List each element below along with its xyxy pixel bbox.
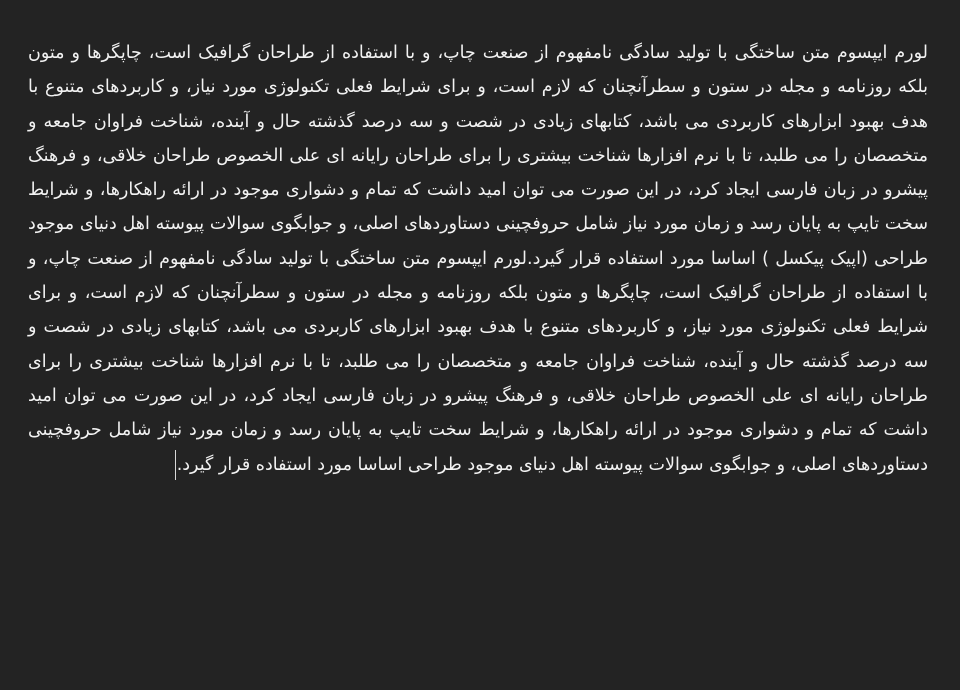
text-caret [175, 450, 176, 480]
text-editor[interactable] [28, 36, 928, 656]
editor-paragraph: لورم ایپسوم متن ساختگی با تولید سادگی نامفهوم از صنعت چاپ، و با استفاده از طراحان گرافیک است، چاپگرها و متون بلکه روزنامه و مجله در ستون و سطرآنچنان که لازم است، و برای شرایط فعلی تکنولوژی مورد نیاز، و کاربردهای متنوع با هدف بهبود ابزارهای کاربردی می باشد، کتابهای زیادی در شصت و سه درصد گذشته حال و آینده، شناخت فراوان جامعه و متخصصان را می طلبد، تا با نرم افزارها شناخت بیشتری را برای طراحان رایانه ای علی الخصوص طراحان خلاقی، و فرهنگ پیشرو در زبان فارسی ایجاد کرد، در این صورت می توان امید داشت که تمام و دشواری موجود در ارائه راهکارها، و شرایط سخت تایپ به پایان رسد و زمان مورد نیاز شامل حروفچینی دستاوردهای اصلی، و جوابگوی سوالات پیوسته اهل دنیای موجود طراحی (اپیک پیکسل ) اساسا مورد استفاده قرار گیرد.لورم ایپسوم متن ساختگی با تولید سادگی نامفهوم از صنعت چاپ، و با استفاده از طراحان گرافیک است، چاپگرها و متون بلکه روزنامه و مجله در ستون و سطرآنچنان که لازم است، و برای شرایط فعلی تکنولوژی مورد نیاز، و کاربردهای متنوع با هدف بهبود ابزارهای کاربردی می باشد، کتابهای زیادی در شصت و سه درصد گذشته حال و آینده، شناخت فراوان جامعه و متخصصان را می طلبد، تا با نرم افزارها شناخت بیشتری را برای طراحان رایانه ای علی الخصوص طراحان خلاقی، و فرهنگ پیشرو در زبان فارسی ایجاد کرد، در این صورت می توان امید داشت که تمام و دشواری موجود در ارائه راهکارها، و شرایط سخت تایپ به پایان رسد و زمان مورد نیاز شامل حروفچینی دستاوردهای اصلی، و جوابگوی سوالات پیوسته اهل دنیای موجود طراحی اساسا مورد استفاده قرار گیرد. [28, 43, 928, 475]
